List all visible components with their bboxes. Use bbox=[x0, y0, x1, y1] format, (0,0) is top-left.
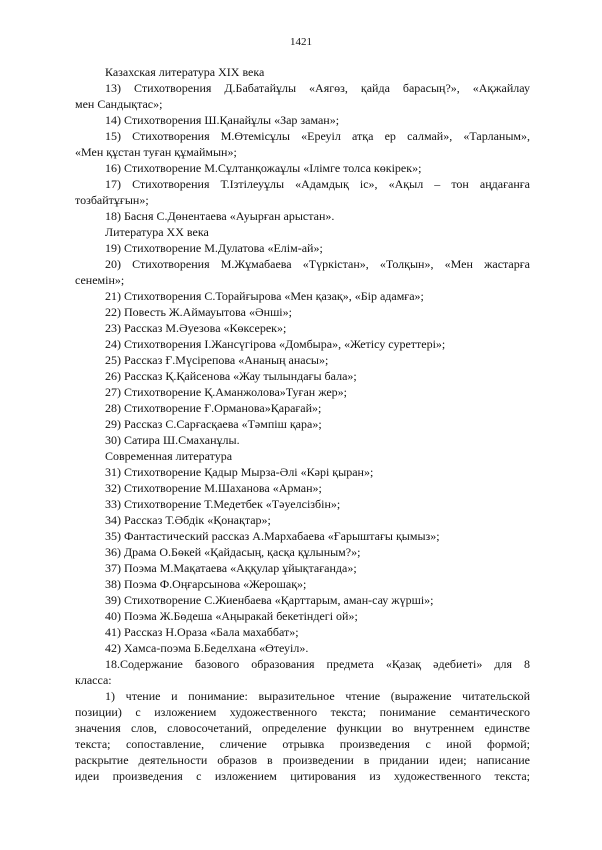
text-line: 29) Рассказ С.Сарғасқаева «Тәмпіш қара»; bbox=[105, 417, 322, 431]
text-line: текста; сопоставление, сличение отрывка произведения с иной формой; bbox=[75, 737, 530, 751]
text-line: класса: bbox=[75, 673, 112, 687]
document-body bbox=[75, 64, 530, 784]
text-line: «Мен құстан туған құмаймын»; bbox=[75, 145, 237, 159]
text-line: 39) Стихотворение С.Жиенбаева «Қарттарым, аман-сау жүрші»; bbox=[105, 593, 434, 607]
text-line: 25) Рассказ Ғ.Мүсірепова «Ананың анасы»; bbox=[105, 353, 329, 367]
text-line: значения слов, словосочетаний, определение функции во внутреннем единстве bbox=[75, 721, 530, 735]
text-line: 17) Стихотворения Т.Ізтілеуұлы «Адамдық іс», «Ақыл – тон аңдағанға bbox=[105, 177, 530, 191]
text-line: идеи произведения с изложением цитирования из художественного текста; bbox=[75, 769, 530, 783]
text-line: 26) Рассказ Қ.Қайсенова «Жау тылындағы бала»; bbox=[105, 369, 357, 383]
text-line: 28) Стихотворение Ғ.Орманова»Қарағай»; bbox=[105, 401, 322, 415]
page-number: 1421 bbox=[290, 36, 312, 48]
text-line: 15) Стихотворения М.Өтемісұлы «Ереуіл атқа ер салмай», «Тарланым», bbox=[105, 129, 530, 143]
text-line: 31) Стихотворение Қадыр Мырза-Әлі «Кәрі қыран»; bbox=[105, 465, 374, 479]
text-line: позиции) с изложением художественного текста; понимание семантического bbox=[75, 705, 530, 719]
text-line: 30) Сатира Ш.Смаханұлы. bbox=[105, 433, 240, 447]
text-line: 18) Басня С.Дөнентаева «Ауырған арыстан». bbox=[105, 209, 335, 223]
text-line: 1) чтение и понимание: выразительное чтение (выражение читательской bbox=[105, 689, 530, 703]
text-line: Литература XX века bbox=[105, 225, 209, 239]
text-line: 34) Рассказ Т.Әбдік «Қонақтар»; bbox=[105, 513, 271, 527]
text-line: 37) Поэма М.Мақатаева «Аққулар ұйықтағанда»; bbox=[105, 561, 357, 575]
text-line: 38) Поэма Ф.Оңғарсынова «Жерошақ»; bbox=[105, 577, 307, 591]
text-line: 16) Стихотворение М.Сұлтанқожаұлы «Ілімге толса көкірек»; bbox=[105, 161, 422, 175]
text-line: 42) Хамса-поэма Б.Беделхана «Өтеуіл». bbox=[105, 641, 309, 655]
text-line: 18.Содержание базового образования предмета «Қазақ әдебиеті» для 8 bbox=[105, 657, 530, 671]
text-line: 35) Фантастический рассказ А.Мархабаева «Ғарыштағы қымыз»; bbox=[105, 529, 440, 543]
text-line: 32) Стихотворение М.Шаханова «Арман»; bbox=[105, 481, 322, 495]
text-line: 19) Стихотворение М.Дулатова «Елім-ай»; bbox=[105, 241, 323, 255]
text-line: тозбайтұғын»; bbox=[75, 193, 149, 207]
text-line: 21) Стихотворения С.Торайғырова «Мен қазақ», «Бір адамға»; bbox=[105, 289, 424, 303]
text-line: Казахская литература XIX века bbox=[105, 65, 265, 79]
text-line: раскрытие деятельности образов в произведении в придании идеи; написание bbox=[75, 753, 530, 767]
text-line: 36) Драма О.Бөкей «Қайдасың, қасқа құлыным?»; bbox=[105, 545, 361, 559]
text-line: 27) Стихотворение Қ.Аманжолова»Туған жер»; bbox=[105, 385, 347, 399]
text-line: 20) Стихотворения М.Жұмабаева «Түркістан», «Толқын», «Мен жастарға bbox=[105, 257, 530, 271]
text-line: 23) Рассказ М.Әуезова «Көксерек»; bbox=[105, 321, 287, 335]
text-line: сенемін»; bbox=[75, 273, 125, 287]
text-line: 22) Повесть Ж.Аймауытова «Әнші»; bbox=[105, 305, 292, 319]
text-line: 40) Поэма Ж.Бөдеша «Аңыракай бекетіндегі ой»; bbox=[105, 609, 358, 623]
text-line: 24) Стихотворения І.Жансүгірова «Домбыра», «Жетісу суреттері»; bbox=[105, 337, 446, 351]
text-line: 33) Стихотворение Т.Медетбек «Тәуелсізбін»; bbox=[105, 497, 341, 511]
text-line: 14) Стихотворения Ш.Қанайұлы «Зар заман»; bbox=[105, 113, 340, 127]
text-line: 41) Рассказ Н.Ораза «Бала махаббат»; bbox=[105, 625, 299, 639]
text-line: 13) Стихотворения Д.Бабатайұлы «Аягөз, қайда барасың?», «Ақжайлау bbox=[105, 81, 530, 95]
text-line: мен Сандықтас»; bbox=[75, 97, 163, 111]
text-line: Современная литература bbox=[105, 449, 233, 463]
